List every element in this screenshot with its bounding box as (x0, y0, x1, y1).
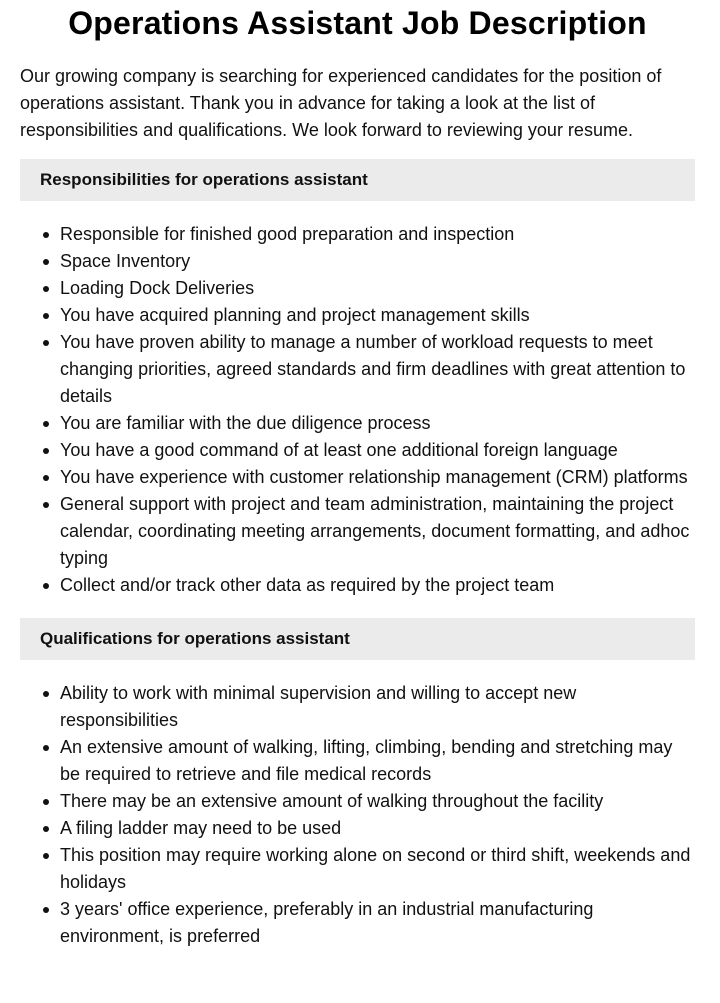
list-item: Ability to work with minimal supervision and willing to accept new responsibilities (60, 680, 695, 734)
list-item: General support with project and team administration, maintaining the project calendar, coordinating meeting arrangements, document formatting, and adhoc typing (60, 491, 695, 572)
responsibilities-list (20, 221, 695, 599)
list-item: You have a good command of at least one additional foreign language (60, 437, 695, 464)
page-title: Operations Assistant Job Description (68, 5, 647, 41)
qualifications-heading: Qualifications for operations assistant (20, 618, 695, 660)
intro-paragraph: Our growing company is searching for experienced candidates for the position of operations assistant. Thank you in advance for taking a look at the list of responsibilities and qualifications. We look forward to reviewing your resume. (20, 66, 662, 140)
list-item: Loading Dock Deliveries (60, 275, 695, 302)
list-item: You have experience with customer relationship management (CRM) platforms (60, 464, 695, 491)
list-item: Responsible for finished good preparation and inspection (60, 221, 695, 248)
list-item: You have acquired planning and project management skills (60, 302, 695, 329)
job-description-page (20, 0, 695, 950)
qualifications-list (20, 680, 695, 950)
list-item: An extensive amount of walking, lifting, climbing, bending and stretching may be required to retrieve and file medical records (60, 734, 695, 788)
list-item: Space Inventory (60, 248, 695, 275)
list-item: Collect and/or track other data as required by the project team (60, 572, 695, 599)
list-item: 3 years' office experience, preferably in an industrial manufacturing environment, is preferred (60, 896, 695, 950)
list-item: There may be an extensive amount of walking throughout the facility (60, 788, 695, 815)
list-item: A filing ladder may need to be used (60, 815, 695, 842)
list-item: You are familiar with the due diligence process (60, 410, 695, 437)
list-item: You have proven ability to manage a number of workload requests to meet changing priorities, agreed standards and firm deadlines with great attention to details (60, 329, 695, 410)
responsibilities-heading: Responsibilities for operations assistant (20, 159, 695, 201)
list-item: This position may require working alone on second or third shift, weekends and holidays (60, 842, 695, 896)
